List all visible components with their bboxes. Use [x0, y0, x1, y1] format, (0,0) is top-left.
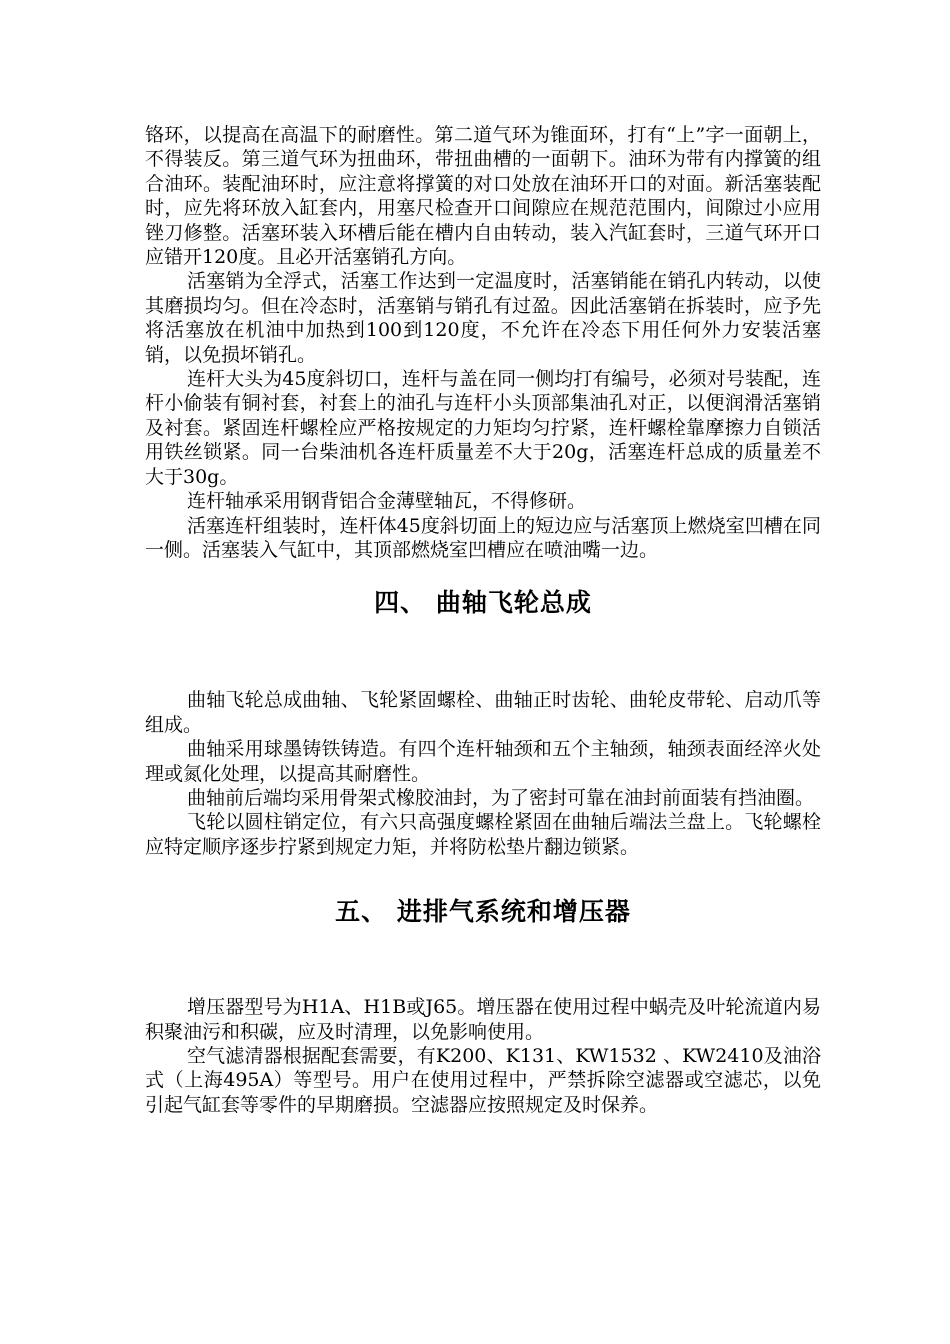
- paragraph-piston-pin: 活塞销为全浮式，活塞工作达到一定温度时，活塞销能在销孔内转动，以使其磨损均匀。但在冷态时，活塞销与销孔有过盈。因此活塞销在拆装时，应予先将活塞放在机油中加热到100到120度，不允许在冷态下用任何外力安装活塞销，以免损坏销孔。: [145, 270, 821, 366]
- paragraph-turbocharger: 增压器型号为H1A、H1B或J65。增压器在使用过程中蜗壳及叶轮流道内易积聚油污和积碳，应及时清理，以免影响使用。: [145, 996, 821, 1043]
- document-page: [145, 123, 821, 1117]
- paragraph-air-filter: 空气滤清器根据配套需要，有K200、K131、KW1532 、KW2410及油浴式（上海495A）等型号。用户在使用过程中，严禁拆除空滤器或空滤芯，以免引起气缸套等零件的早期磨损。空滤器应按照规定及时保养。: [145, 1044, 821, 1116]
- paragraph-crankshaft-seals: 曲轴前后端均采用骨架式橡胶油封，为了密封可靠在油封前面装有挡油圈。: [187, 786, 815, 809]
- paragraph-crankshaft-casting: 曲轴采用球墨铸铁铸造。有四个连杆轴颈和五个主轴颈，轴颈表面经淬火处理或氮化处理，以提高其耐磨性。: [145, 738, 821, 785]
- paragraph-crankshaft-assembly: 曲轴飞轮总成曲轴、飞轮紧固螺栓、曲轴正时齿轮、曲轮皮带轮、启动爪等组成。: [145, 689, 821, 736]
- section-heading-crankshaft: 四、 曲轴飞轮总成: [374, 588, 592, 618]
- paragraph-rod-assembly: 活塞连杆组装时，连杆体45度斜切面上的短边应与活塞顶上燃烧室凹槽在同一侧。活塞装入气缸中，其顶部燃烧室凹槽应在喷油嘴一边。: [145, 514, 821, 561]
- paragraph-piston-rings: 铬环，以提高在高温下的耐磨性。第二道气环为锥面环，打有“上”字一面朝上，不得装反。第三道气环为扭曲环，带扭曲槽的一面朝下。油环为带有内撑簧的组合油环。装配油环时，应注意将撑簧的对口处放在油环开口的对面。新活塞装配时，应先将环放入缸套内，用塞尺检查开口间隙应在规范范围内，间隙过小应用锉刀修整。活塞环装入环槽后能在槽内自由转动，装入汽缸套时，三道气环开口应错开120度。且必开活塞销孔方向。: [145, 124, 821, 269]
- paragraph-flywheel: 飞轮以圆柱销定位，有六只高强度螺栓紧固在曲轴后端法兰盘上。飞轮螺栓应特定顺序逐步拧紧到规定力矩，并将防松垫片翻边锁紧。: [145, 811, 821, 858]
- paragraph-rod-bearing: 连杆轴承采用钢背铝合金薄壁轴瓦，不得修研。: [187, 490, 587, 513]
- section-heading-intake-exhaust: 五、 进排气系统和增压器: [335, 897, 631, 927]
- paragraph-connecting-rod: 连杆大头为45度斜切口，连杆与盖在同一侧均打有编号，必须对号装配，连杆小偷装有铜衬套，衬套上的油孔与连杆小头顶部集油孔对正，以便润滑活塞销及衬套。紧固连杆螺栓应严格按规定的力矩均匀拧紧，连杆螺栓靠摩擦力自锁活用铁丝锁紧。同一台柴油机各连杆质量差不大于20g，活塞连杆总成的质量差不大于30g。: [145, 368, 821, 488]
